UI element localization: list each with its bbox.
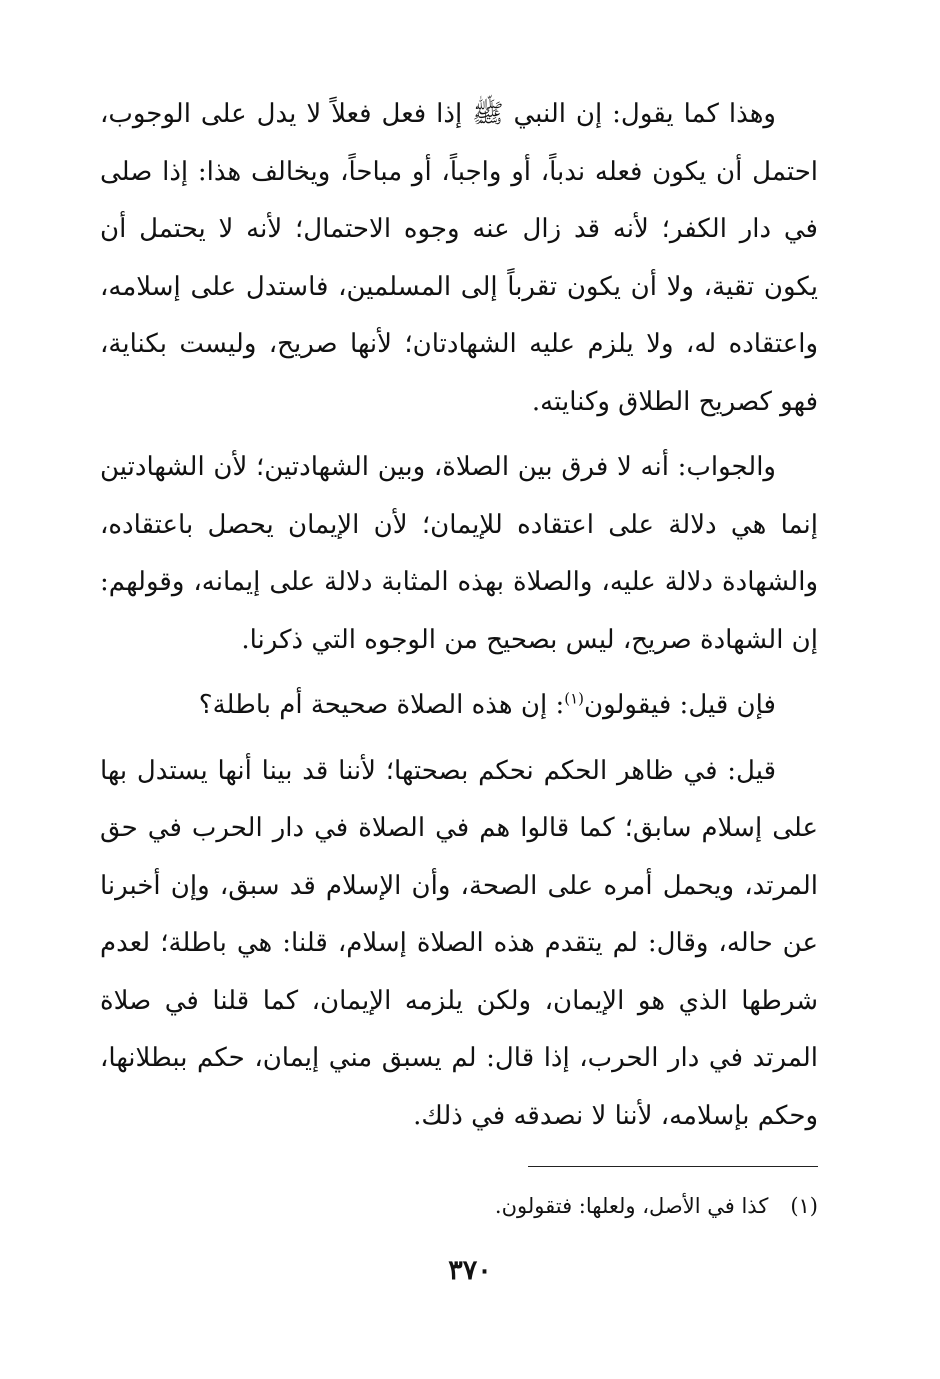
footnote-number: (١)	[790, 1194, 818, 1218]
paragraph-3	[100, 677, 818, 735]
paragraph-4: قيل: في ظاهر الحكم نحكم بصحتها؛ لأننا قد بينا أنها يستدل بها على إسلام سابق؛ كما قالوا هم في الصلاة في دار الحرب في حق المرتد، ويحمل أمره على الصحة، وأن الإسلام قد سبق، وإن أخبرنا عن حاله، وقال: لم يتقدم هذه الصلاة إسلام، قلنا: هي باطلة؛ لعدم شرطها الذي هو الإيمان، ولكن يلزمه الإيمان، كما قلنا في صلاة المرتد في دار الحرب، إذا قال: لم يسبق مني إيمان، حكم ببطلانها، وحكم بإسلامه، لأننا لا نصدقه في ذلك.	[100, 755, 818, 1131]
page-body	[100, 86, 818, 1286]
footnote	[100, 1186, 818, 1226]
paragraph-2: والجواب: أنه لا فرق بين الصلاة، وبين الشهادتين؛ لأن الشهادتين إنما هي دلالة على اعتقاده للإيمان؛ لأن الإيمان يحصل باعتقاده، والشهادة دلالة عليه، والصلاة بهذه المثابة دلالة على إيمانه، وقولهم: إن الشهادة صريح، ليس بصحيح من الوجوه التي ذكرنا.	[100, 452, 818, 655]
paragraph-1: وهذا كما يقول: إن النبي ﷺ إذا فعل فعلاً لا يدل على الوجوب، احتمل أن يكون فعله ندباً، أو واجباً، أو مباحاً، ويخالف هذا: إذا صلى في دار الكفر؛ لأنه قد زال عنه وجوه الاحتمال؛ لأنه لا يحتمل أن يكون تقية، ولا أن يكون تقرباً إلى المسلمين، فاستدل على إسلامه، واعتقاده له، ولا يلزم عليه الشهادتان؛ لأنها صريح، وليست بكناية، فهو كصريح الطلاق وكنايته.	[100, 99, 818, 417]
footnote-divider	[528, 1166, 818, 1167]
footnote-text: كذا في الأصل، ولعلها: فتقولون.	[494, 1194, 769, 1218]
paragraph-3-text: فإن قيل: فيقولون	[583, 690, 776, 720]
paragraph-3-text-end: : إن هذه الصلاة صحيحة أم باطلة؟	[198, 690, 565, 720]
page-number: ٣٧٠	[448, 1255, 492, 1286]
footnote-reference[interactable]: (١)	[564, 689, 584, 708]
